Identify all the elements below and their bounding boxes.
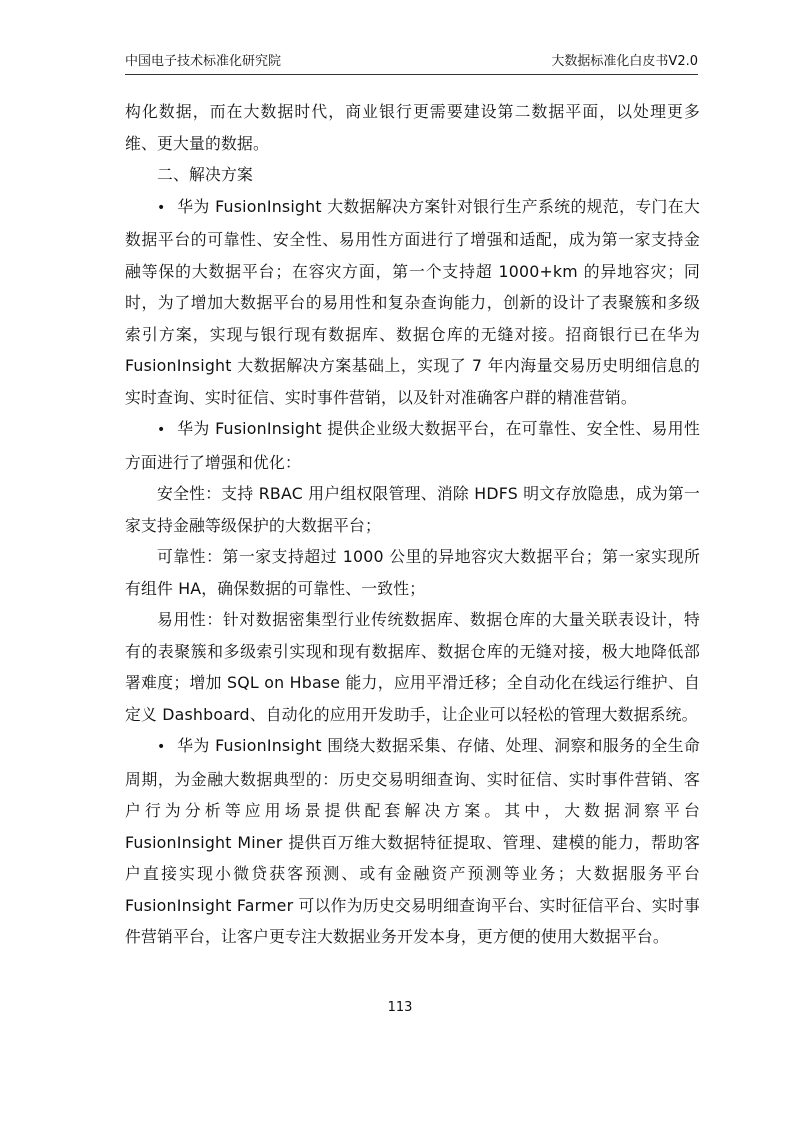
security-paragraph: 安全性：支持 RBAC 用户组权限管理、消除 HDFS 明文存放隐患，成为第一家支持金融等级保护的大数据平台； — [125, 484, 700, 535]
bullet-paragraph-1 — [125, 191, 700, 414]
bullet-icon: • — [157, 739, 166, 755]
page-header — [125, 52, 698, 75]
header-document-title: 大数据标准化白皮书V2.0 — [551, 54, 698, 69]
header-organization: 中国电子技术标准化研究院 — [125, 54, 282, 69]
bullet-paragraph-3 — [125, 730, 700, 953]
section-heading: 二、解决方案 — [157, 165, 253, 184]
usability-paragraph: 易用性：针对数据密集型行业传统数据库、数据仓库的大量关联表设计，特有的表聚簇和多级索引实现和现有数据库、数据仓库的无缝对接，极大地降低部署难度；增加 SQL on Hbase 能力，应用平滑迁移；全自动化在线运行维护、自定义 Dashboard、自动化的应用开发助手，让企业可以轻松的管理大数据系统。 — [125, 610, 700, 724]
bullet-text-2: 华为 FusionInsight 提供企业级大数据平台，在可靠性、安全性、易用性方面进行了增强和优化： — [125, 419, 700, 472]
reliability-paragraph: 可靠性：第一家支持超过 1000 公里的异地容灾大数据平台；第一家实现所有组件 HA，确保数据的可靠性、一致性； — [125, 547, 700, 598]
body-text — [125, 96, 700, 953]
bullet-icon: • — [157, 422, 166, 438]
bullet-text-1: 华为 FusionInsight 大数据解决方案针对银行生产系统的规范，专门在大数据平台的可靠性、安全性、易用性方面进行了增强和适配，成为第一家支持金融等保的大数据平台；在容灾方面，第一个支持超 1000+km 的异地容灾；同时，为了增加大数据平台的易用性和复杂查询能力，创新的设计了表聚簇和多级索引方案，实现与银行现有数据库、数据仓库的无缝对接。招商银行已在华为 FusionInsight 大数据解决方案基础上，实现了 7 年内海量交易历史明细信息的实时查询、实时征信、实时事件营销，以及针对准确客户群的精准营销。 — [125, 196, 700, 407]
continued-paragraph: 构化数据，而在大数据时代，商业银行更需要建设第二数据平面，以处理更多维、更大量的数据。 — [125, 102, 700, 153]
bullet-text-3: 华为 FusionInsight 围绕大数据采集、存储、处理、洞察和服务的全生命周期，为金融大数据典型的：历史交易明细查询、实时征信、实时事件营销、客户行为分析等应用场景提供配套解决方案。其中，大数据洞察平台 FusionInsight Miner 提供百万维大数据特征提取、管理、建模的能力，帮助客户直接实现小微贷获客预测、或有金融资产预测等业务；大数据服务平台 FusionInsight Farmer 可以作为历史交易明细查询平台、实时征信平台、实时事件营销平台，让客户更专注大数据业务开发本身，更方便的使用大数据平台。 — [125, 736, 700, 946]
page-number: 113 — [387, 1000, 413, 1015]
bullet-paragraph-2 — [125, 413, 700, 478]
bullet-icon: • — [157, 199, 166, 216]
